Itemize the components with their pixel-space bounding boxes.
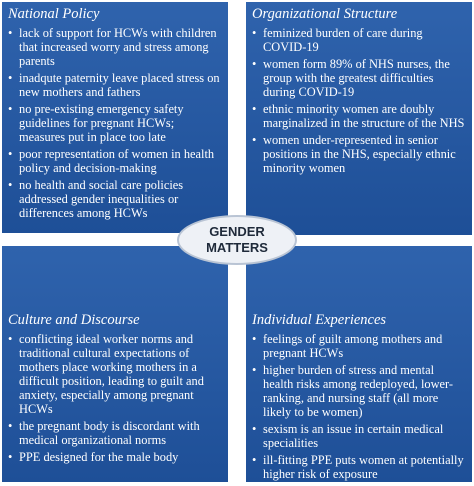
list-item: • women under-represented in senior positions in the NHS, especially ethnic minority women bbox=[252, 133, 466, 175]
center-label-line-1: GENDER bbox=[209, 224, 265, 239]
list-item: • conflicting ideal worker norms and traditional cultural expectations of mothers place working mothers in a difficult position, leading to guilt and anxiety, especially among pregnant HCWs bbox=[8, 332, 222, 416]
list-item: • higher burden of stress and mental health risks among redeployed, lower-ranking, and nursing staff (all more likely to be women) bbox=[252, 363, 466, 419]
list-item: • PPE designed for the male body bbox=[8, 450, 222, 464]
list-item: • ethnic minority women are doubly marginalized in the structure of the NHS bbox=[252, 102, 466, 130]
organizational-structure-panel bbox=[246, 2, 472, 235]
list-item: • women form 89% of NHS nurses, the group with the greatest difficulties during COVID-19 bbox=[252, 57, 466, 99]
list-item: • inadqute paternity leave placed stress on new mothers and fathers bbox=[8, 71, 222, 99]
culture-discourse-title: Culture and Discourse bbox=[8, 312, 140, 328]
individual-experiences-panel bbox=[246, 246, 472, 482]
list-item: • lack of support for HCWs with children that increased worry and stress among parents bbox=[8, 26, 222, 68]
center-label-line-2: MATTERS bbox=[206, 240, 268, 255]
organizational-structure-list bbox=[252, 26, 466, 175]
list-item: • ill-fitting PPE puts women at potentially higher risk of exposure bbox=[252, 453, 466, 481]
national-policy-list bbox=[8, 26, 222, 220]
list-item: • feelings of guilt among mothers and pregnant HCWs bbox=[252, 332, 466, 360]
national-policy-title: National Policy bbox=[8, 6, 100, 22]
individual-experiences-list bbox=[252, 332, 466, 481]
gender-matters-ellipse bbox=[177, 215, 297, 265]
list-item: • feminized burden of care during COVID-19 bbox=[252, 26, 466, 54]
list-item: • no pre-existing emergency safety guidelines for pregnant HCWs; measures put in place too late bbox=[8, 102, 222, 144]
list-item: • poor representation of women in health policy and decision-making bbox=[8, 147, 222, 175]
list-item: • the pregnant body is discordant with medical organizational norms bbox=[8, 419, 222, 447]
national-policy-panel bbox=[2, 2, 228, 233]
culture-discourse-panel bbox=[2, 246, 228, 482]
culture-discourse-list bbox=[8, 332, 222, 464]
list-item: • no health and social care policies addressed gender inequalities or differences among HCWs bbox=[8, 178, 222, 220]
individual-experiences-title: Individual Experiences bbox=[252, 312, 387, 328]
organizational-structure-title: Organizational Structure bbox=[252, 6, 398, 22]
list-item: • sexism is an issue in certain medical specialities bbox=[252, 422, 466, 450]
